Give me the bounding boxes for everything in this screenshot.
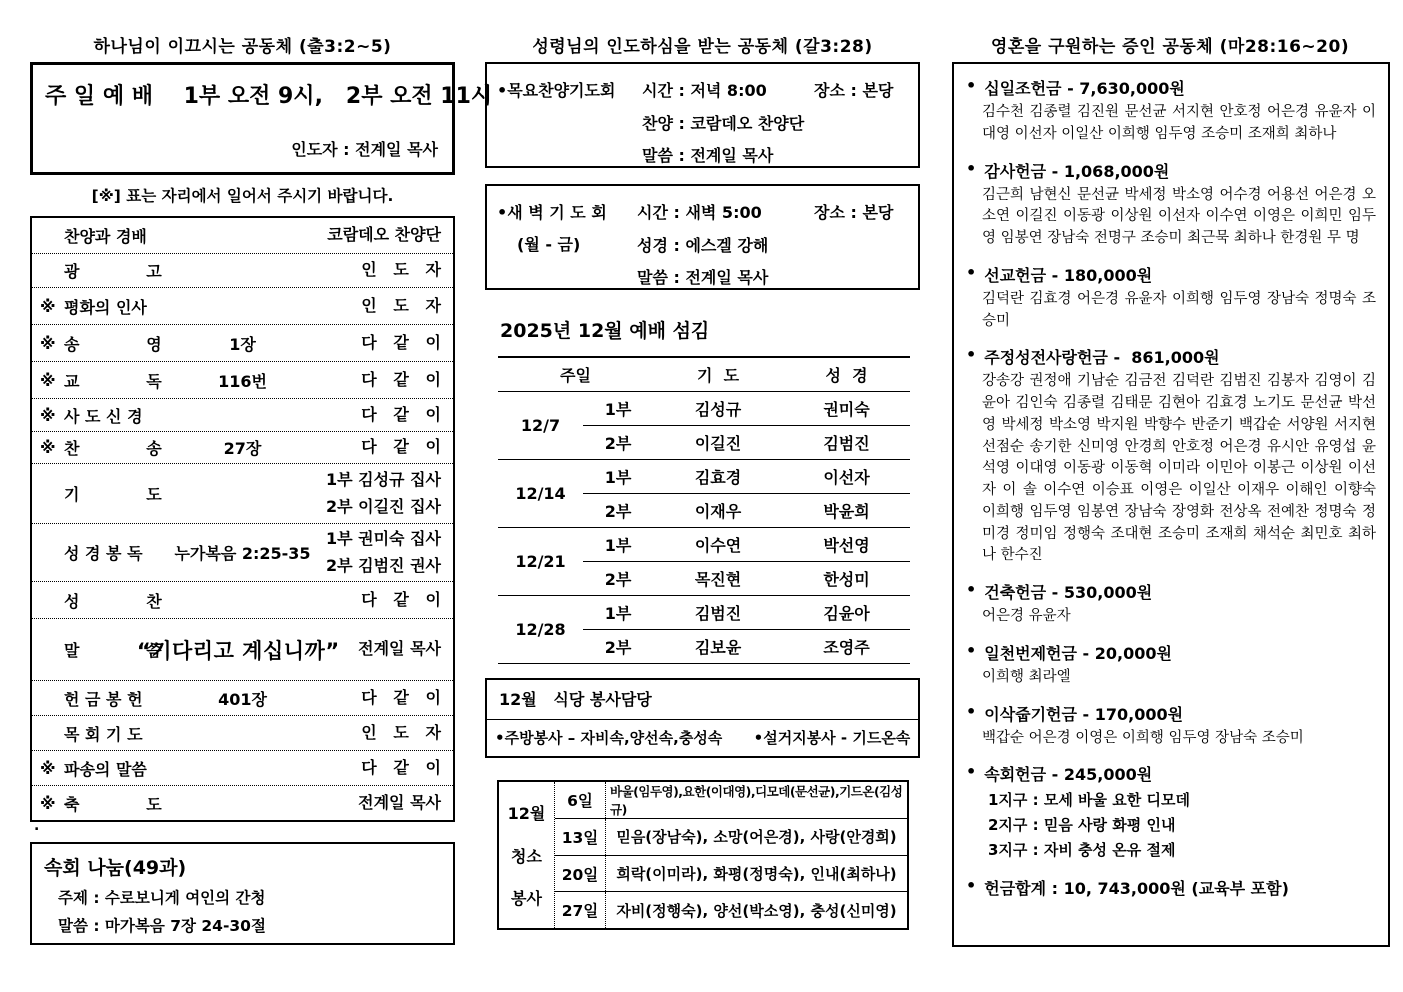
bullet-icon: • (966, 262, 977, 282)
order-who: 다 같 이 (361, 404, 441, 424)
serving-schedule-table (498, 356, 910, 664)
order-who: 다 같 이 (361, 332, 441, 352)
offering-header: 선교헌금 - 180,000원 (984, 265, 1153, 285)
order-item: 교 독 (64, 371, 162, 391)
stand-mark: ※ (40, 758, 56, 778)
cleaning-row: 20일 희락(이미라), 화평(정명숙), 인내(최하나) (555, 855, 907, 892)
stand-mark: ※ (40, 438, 56, 457)
offering-header: 이삭줍기헌금 - 170,000원 (984, 704, 1184, 724)
serving-date: 12/7 (520, 416, 561, 435)
offering-names: 이희행 최라엘 (982, 668, 1071, 685)
offering-names: 강송강 권정애 기남순 김금전 김덕란 김범진 김봉자 김영이 김윤아 김인숙 김종렬 김태문 김현아 김효경 노기도 문선균 박선영 박세정 박소영 박지원 박향수 반준기 백갑순 서양원 서지현 선점순 송기한 신미영 안경희 안호정 어은경 유시안 유영섭 윤석영 이대영 이동광 이동혁 이미라 이민아 이봉근 이상원 이선자 이 솔 이수연 이승표 이영은 이일산 이재우 이해인 이향숙 이희행 임두영 임봉연 장남숙 장영화 전상옥 전예찬 정명숙 정미경 정미임 정행숙 조대현 조승미 조재희 채석순 최민호 최하나 한수진 (982, 373, 1376, 564)
sunday-service-box (30, 62, 493, 175)
district-line: 2지구 : 믿음 사랑 화평 인내 (988, 816, 1176, 834)
serving-date: 12/21 (515, 552, 566, 571)
order-who: 다 같 이 (361, 369, 441, 389)
serving-date: 12/14 (515, 484, 566, 503)
cell-group-sharing-box (30, 842, 455, 945)
order-item: 헌 금 봉 헌 (64, 689, 143, 709)
offering-header: 일천번제헌금 - 20,000원 (984, 643, 1172, 663)
district-line: 3지구 : 자비 충성 온유 절제 (988, 840, 1176, 859)
offering-header: 감사헌금 - 1,068,000원 (984, 161, 1170, 181)
dawn-prayer-time: 시간 : 새벽 5:00 (637, 203, 762, 222)
order-row (32, 288, 453, 325)
offering-names: 어은경 유윤자 (982, 608, 1071, 624)
offering-section-cell-group (966, 762, 1376, 862)
order-who: 다 같 이 (361, 687, 441, 707)
bullet-icon: • (966, 762, 977, 782)
order-detail: 27장 (223, 439, 262, 458)
offering-header: 십일조헌금 - 7,630,000원 (984, 79, 1185, 98)
order-who: 전계일 목사 (358, 792, 441, 812)
order-item: 성 찬 (64, 591, 162, 611)
dawn-prayer-word: 말씀 : 전계일 목사 (637, 268, 769, 287)
stand-mark: ※ (40, 370, 56, 390)
offering-total: 헌금합계 : 10, 743,000원 (교육부 포함) (984, 878, 1289, 898)
offering-section-thanksgiving (966, 159, 1376, 250)
order-detail: 누가복음 2:25-35 (174, 544, 311, 563)
offering-names: 백갑순 어은경 이영은 이희행 임두영 장남숙 조승미 (982, 729, 1304, 746)
order-item: 평화의 인사 (64, 297, 147, 317)
serving-group (498, 528, 910, 596)
bullet-icon: • (966, 580, 977, 599)
order-row (32, 325, 453, 362)
order-item: 성 경 봉 독 (64, 544, 143, 563)
order-row-sermon (32, 619, 453, 681)
order-row (32, 254, 453, 288)
order-item: 찬양과 경배 (64, 227, 147, 246)
order-who: 코람데오 찬양단 (327, 225, 441, 245)
order-who: 1부 김성규 집사 2부 이길진 집사 (325, 470, 441, 516)
offering-section-tithe (966, 76, 1376, 146)
cell-group-title: 속회 나눔(49과) (44, 857, 187, 879)
order-detail: 401장 (218, 689, 267, 709)
serving-row: 1부 김범진 김윤아 (604, 604, 870, 623)
dining-duty-box (485, 678, 920, 758)
order-item: 사 도 신 경 (64, 406, 143, 426)
cell-group-scripture: 말씀 : 마가복음 7장 24-30절 (58, 917, 266, 935)
order-item: 기 도 (64, 485, 162, 504)
order-who: 다 같 이 (361, 437, 441, 457)
order-who: 인 도 자 (361, 260, 441, 280)
order-item: 파송의 말씀 (64, 759, 147, 779)
offering-header: 속회헌금 - 245,000원 (984, 765, 1153, 785)
order-row (32, 751, 453, 786)
order-who: 다 같 이 (361, 757, 441, 777)
dining-duty-title: 12월 식당 봉사담당 (487, 680, 918, 720)
sermon-title: “기다리고 계십니까” (136, 638, 340, 663)
bullet-icon: • (966, 640, 977, 660)
header-prayer: 기 도 (696, 366, 740, 385)
order-who: 인 도 자 (361, 722, 441, 742)
offering-header: 건축헌금 - 530,000원 (984, 583, 1153, 602)
sunday-service-leader: 인도자 : 전계일 목사 (291, 140, 438, 159)
order-item: 말 씀 (64, 641, 162, 660)
order-detail: 1장 (229, 334, 256, 354)
offering-section-thousand (966, 641, 1376, 689)
offering-section-total (966, 876, 1376, 899)
header-date: 주일 (560, 366, 591, 385)
worship-order-table (30, 216, 455, 822)
order-row (32, 681, 453, 716)
offering-section-building (966, 580, 1376, 628)
serving-group (498, 460, 910, 528)
order-row (32, 524, 453, 582)
serving-row: 2부 이길진 김범진 (583, 425, 910, 459)
serving-row: 1부 김효경 이선자 (604, 468, 870, 487)
cleaning-row: 6일 바울(임두영),요한(이대영),디모데(문선균),기드온(김성규) (555, 782, 907, 818)
serving-group (498, 392, 910, 460)
stand-mark: ※ (40, 405, 56, 425)
serving-row: 2부 이재우 박윤희 (583, 493, 910, 527)
dawn-prayer-label: •새 벽 기 도 회 (497, 203, 607, 222)
offering-section-sanctuary-love (966, 345, 1376, 567)
cleaning-row: 27일 자비(정행숙), 양선(박소영), 충성(신미영) (555, 891, 907, 928)
serving-row: 1부 이수연 박선영 (604, 536, 870, 555)
right-column-title: 영혼을 구원하는 증인 공동체 (마28:16~20) (990, 37, 1350, 57)
bullet-icon: • (966, 158, 977, 178)
serving-schedule-heading: 2025년 12월 예배 섬김 (500, 320, 710, 342)
serving-group (498, 596, 910, 664)
serving-row: 2부 김보윤 조영주 (583, 629, 910, 663)
offering-header: 주정성전사랑헌금 - 861,000원 (984, 348, 1220, 368)
offering-section-mission (966, 263, 1376, 333)
sunday-service-times: 주 일 예 배 1부 오전 9시, 2부 오전 11시 (45, 84, 493, 109)
offering-report-box (952, 62, 1390, 947)
order-row (32, 218, 453, 254)
bullet-icon: • (966, 875, 977, 895)
cleaning-row: 13일 믿음(장남숙), 소망(어은경), 사랑(안경희) (555, 818, 907, 855)
order-row (32, 432, 453, 464)
stray-mark: . (34, 818, 40, 834)
thursday-prayer-praise: 찬양 : 코람데오 찬양단 (642, 114, 805, 133)
offering-section-gleaning (966, 702, 1376, 750)
order-who: 전계일 목사 (358, 639, 441, 659)
thursday-prayer-time: 시간 : 저녁 8:00 (642, 81, 767, 100)
order-row (32, 362, 453, 399)
bullet-icon: • (966, 345, 977, 365)
stand-notice: [※] 표는 자리에서 일어서 주시기 바랍니다. (91, 187, 394, 205)
middle-column-title: 성령님의 인도하심을 받는 공동체 (갈3:28) (532, 37, 873, 57)
district-line: 1지구 : 모세 바울 요한 디모데 (988, 791, 1190, 810)
order-row (32, 464, 453, 524)
serving-row: 2부 목진현 한성미 (583, 561, 910, 595)
dining-duty-assignments: •주방봉사 – 자비속,양선속,충성속 •설거지봉사 - 기드온속 (495, 729, 911, 747)
stand-mark: ※ (40, 333, 56, 353)
serving-date: 12/28 (515, 620, 566, 639)
order-item: 송 영 (64, 334, 162, 354)
order-row (32, 582, 453, 619)
order-item: 광 고 (64, 262, 162, 281)
offering-names: 김덕란 김효경 어은경 유윤자 이희행 임두영 장남숙 정명숙 조승미 (982, 290, 1376, 329)
thursday-prayer-word: 말씀 : 전계일 목사 (642, 146, 774, 165)
stand-mark: ※ (40, 296, 56, 316)
order-detail: 116번 (218, 371, 267, 391)
order-item: 축 도 (64, 794, 162, 814)
thursday-prayer-label: •목요찬양기도회 (497, 81, 616, 100)
header-scripture: 성 경 (825, 366, 868, 385)
bullet-icon: • (966, 76, 977, 95)
order-row (32, 399, 453, 432)
order-item: 찬 송 (64, 439, 162, 458)
order-who: 다 같 이 (361, 589, 441, 609)
stand-mark: ※ (40, 793, 56, 813)
order-who: 인 도 자 (361, 295, 441, 315)
order-who: 1부 권미숙 집사 2부 김범진 권사 (325, 529, 441, 575)
order-row (32, 786, 453, 820)
cell-group-topic: 주제 : 수로보니게 여인의 간청 (58, 889, 266, 907)
dawn-prayer-scripture: 성경 : 에스겔 강해 (637, 236, 769, 255)
offering-names: 김수천 김종렬 김진원 문선균 서지현 안호정 어은경 유윤자 이대영 이선자 이일산 이희행 임두영 조승미 조재희 최하나 (982, 104, 1376, 142)
order-row (32, 716, 453, 751)
cleaning-duty-table (497, 780, 909, 930)
thursday-prayer-box (485, 62, 920, 168)
dawn-prayer-days: (월 - 금) (517, 235, 581, 254)
bullet-icon: • (966, 701, 977, 721)
serving-table-header (498, 356, 910, 392)
cleaning-duty-label: 12월 청소 봉사 (499, 782, 555, 928)
dawn-prayer-place: 장소 : 본당 (814, 203, 894, 222)
left-column-title: 하나님이 이끄시는 공동체 (출3:2~5) (93, 37, 392, 57)
dawn-prayer-box (485, 184, 920, 290)
serving-row: 1부 김성규 권미숙 (604, 400, 870, 419)
offering-names: 김근희 남현신 문선균 박세정 박소영 어수경 어용선 어은경 오소연 이길진 이동광 이상원 이선자 이수연 이영은 이희민 임두영 임봉연 장남숙 전명구 조승미 최근묵 최하나 한경원 무 명 (982, 186, 1376, 246)
order-item: 목 회 기 도 (64, 724, 143, 744)
thursday-prayer-place: 장소 : 본당 (814, 81, 894, 100)
